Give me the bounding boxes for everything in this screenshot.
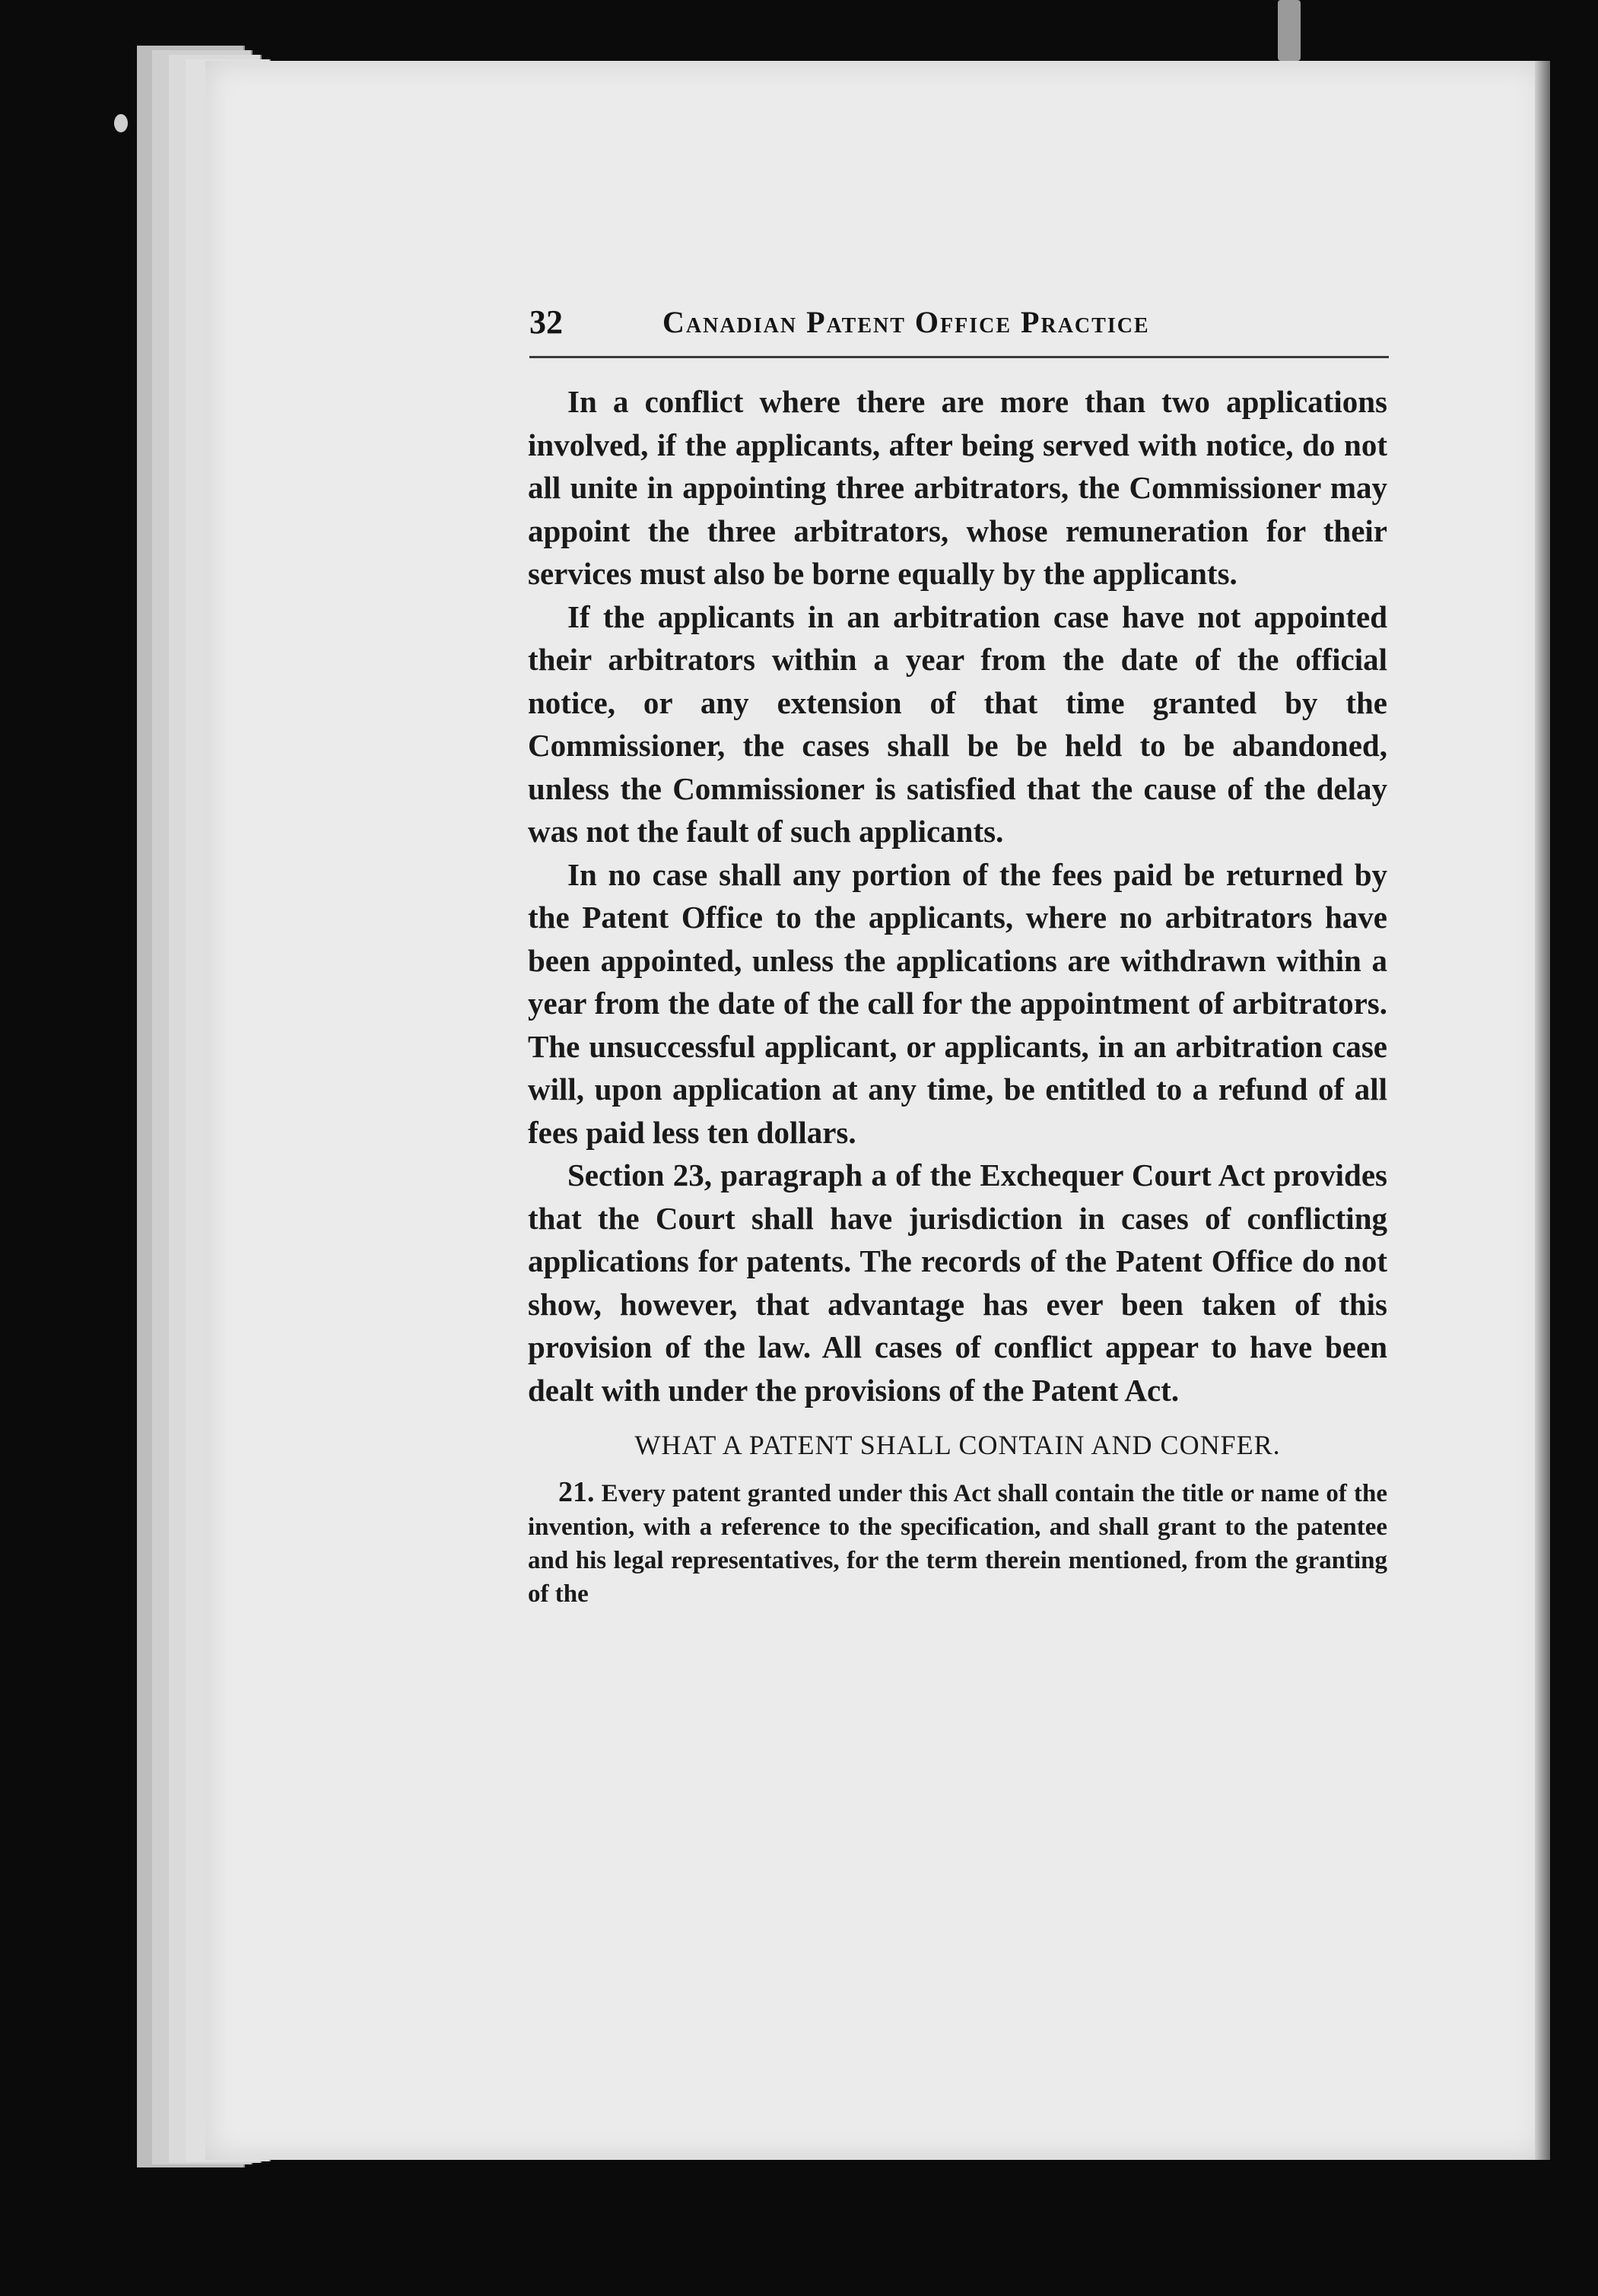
- running-title: Canadian Patent Office Practice: [662, 305, 1150, 339]
- statute-text: Every patent granted under this Act shall contain the title or name of the invention, with a reference to the specification, and shall grant to the patentee and his legal representatives, for the term therein mentioned, from the granting of the: [528, 1480, 1387, 1608]
- page-number: 32: [529, 303, 563, 341]
- paragraph: Section 23, paragraph a of the Exchequer Court Act provides that the Court shall have jurisdiction in cases of conflicting applications for patents. The records of the Patent Office do not show, however, that advantage has ever been taken of this provision of the law. All cases of conflict appear to have been dealt with under the provisions of the Patent Act.: [528, 1158, 1387, 1408]
- section-heading: WHAT A PATENT SHALL CONTAIN AND CONFER.: [634, 1430, 1281, 1460]
- paragraph: In no case shall any portion of the fees paid be returned by the Patent Office to the applicants, where no arbitrators have been appointed, unless the applications are withdrawn within a year from the date of the call for the appointment of arbitrators. The unsuccessful applicant, or applicants, in an arbitration case will, upon application at any time, be entitled to a refund of all fees paid less ten dollars.: [528, 856, 1387, 1150]
- paragraph: If the applicants in an arbitration case have not appointed their arbitrators within a year from the date of the official notice, or any extension of that time granted by the Commissioner, the cases shall be be held to be abandoned, unless the Commissioner is satisfied that the cause of the delay was not the fault of such applicants.: [528, 599, 1387, 849]
- body-text: [528, 380, 1387, 1611]
- header-rule: [529, 356, 1389, 358]
- paragraph: In a conflict where there are more than two applications involved, if the applicants, after being served with notice, do not all unite in appointing three arbitrators, the Commissioner may appoint the three arbitrators, whose remuneration for their services must also be borne equally by the applicants.: [528, 384, 1387, 591]
- scan-speck: [1278, 0, 1301, 61]
- statute-number: 21.: [558, 1476, 595, 1508]
- statute-paragraph: [528, 1475, 1387, 1611]
- page-right-edge: [1535, 61, 1550, 2160]
- scan-speck: [114, 114, 128, 132]
- running-head: [529, 303, 1389, 348]
